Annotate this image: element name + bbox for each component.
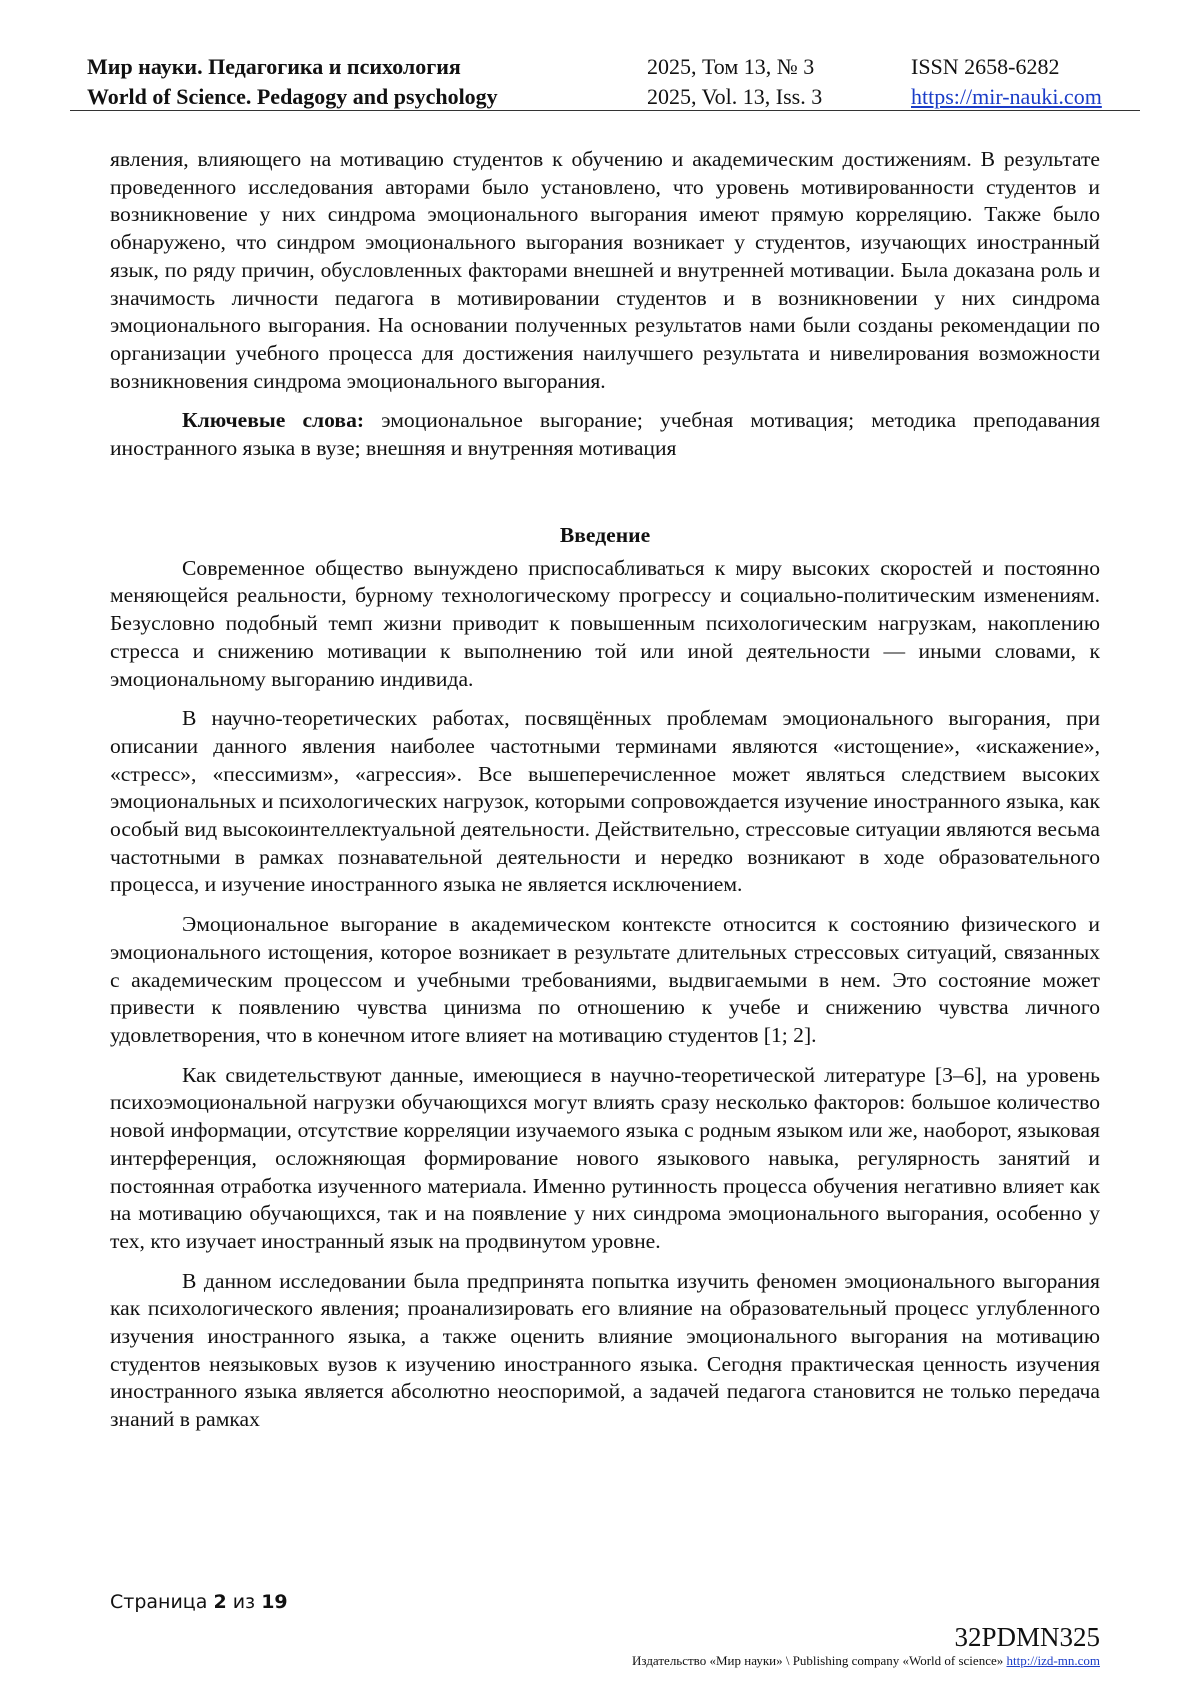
issue-info xyxy=(647,52,822,112)
abstract-continuation: явления, влияющего на мотивацию студентов к обучению и академическим достижениям. В результате проведенного исследования авторами было установлено, что уровень мотивированности студентов и возникновение у них синдрома эмоционального выгорания имеют прямую корреляцию. Также было обнаружено, что синдром эмоционального выгорания возникает у студентов, изучающих иностранный язык, по ряду причин, обусловленных факторами внешней и внутренней мотивации. Была доказана роль и значимость личности педагога в мотивировании студентов и в возникновении у них синдрома эмоционального выгорания. На основании полученных результатов нами были созданы рекомендации по организации учебного процесса для достижения наилучшего результата и нивелирования возможности возникновения синдрома эмоционального выгорания. xyxy=(110,147,1100,393)
journal-title-ru: Мир науки. Педагогика и психология xyxy=(87,54,461,79)
issue-en: 2025, Vol. 13, Iss. 3 xyxy=(647,84,823,109)
intro-paragraph-3: Эмоциональное выгорание в академическом контексте относится к состоянию физического и эмоционального истощения, которое возникает в результате длительных стрессовых ситуаций, связанных с академическим процессом и учебными требованиями, выдвигаемыми в нем. Это состояние может привести к появлению чувства цинизма по отношению к учебе и снижению чувства личного удовлетворения, что в конечном итоге влияет на мотивацию студентов [1; 2]. xyxy=(110,912,1100,1047)
running-header xyxy=(70,48,1140,111)
intro-paragraph-5: В данном исследовании была предпринята попытка изучить феномен эмоционального выгорания как психологического явления; проанализировать его влияние на образовательный процесс углубленного изучения иностранного языка, а также оценить влияние эмоционального выгорания на мотивацию студентов неязыковых вузов к изучению иностранного языка. Сегодня практическая ценность изучения иностранного языка является абсолютно неоспоримой, а задачей педагога становится не только передача знаний в рамках xyxy=(110,1268,1100,1432)
journal-url-link[interactable]: https://mir-nauki.com xyxy=(911,84,1102,109)
journal-title-en: World of Science. Pedagogy and psychology xyxy=(87,84,498,109)
publisher-url-link[interactable]: http://izd-mn.com xyxy=(1006,1653,1100,1668)
publisher-line xyxy=(632,1653,1100,1669)
issue-ru: 2025, Том 13, № 3 xyxy=(647,54,815,79)
section-heading-introduction: Введение xyxy=(559,522,651,547)
page-total: 19 xyxy=(261,1591,288,1613)
keywords-label: Ключевые слова: xyxy=(182,408,365,433)
intro-paragraph-4: Как свидетельствуют данные, имеющиеся в научно-теоретической литературе [3–6], на уровень психоэмоциональной нагрузки обучающихся могут влиять сразу несколько факторов: большое количество новой информации, отсутствие корреляции изучаемого языка с родным языком или же, наоборот, языковая интерференция, осложняющая формирование нового языкового навыка, регулярность занятий и постоянная отработка изученного материала. Именно рутинность процесса обучения негативно влияет как на мотивацию обучающихся, так и на появление у них синдрома эмоционального выгорания, особенно у тех, кто изучает иностранный язык на продвинутом уровне. xyxy=(110,1062,1100,1253)
page-number xyxy=(110,1590,288,1614)
intro-paragraph-1: Современное общество вынуждено приспосабливаться к миру высоких скоростей и постоянно меняющейся реальности, бурному технологическому прогрессу и социально-политическим изменениям. Безусловно подобный темп жизни приводит к повышенным психологическим нагрузкам, накоплению стресса и снижению мотивации к выполнению той или иной деятельности — иными словами, к эмоциональному выгоранию индивида. xyxy=(110,555,1100,691)
publisher-text: Издательство «Мир науки» \ Publishing company «World of science» xyxy=(632,1653,1007,1668)
keywords-text: эмоциональное выгорание; учебная мотивация; методика преподавания иностранного языка в вузе; внешняя и внутренняя мотивация xyxy=(110,408,1101,461)
intro-paragraph-2: В научно-теоретических работах, посвящённых проблемам эмоционального выгорания, при описании данного явления наиболее частотными терминами являются «истощение», «искажение», «стресс», «пессимизм», «агрессия». Все вышеперечисленное может являться следствием высоких эмоциональных и психологических нагрузок, которыми сопровождается изучение иностранного языка, как особый вид высокоинтеллектуальной деятельности. Действительно, стрессовые ситуации являются весьма частотными в рамках познавательной деятельности и нередко возникают в ходе образовательного процесса, и изучение иностранного языка не является исключением. xyxy=(110,706,1100,897)
page-content xyxy=(110,146,1100,1434)
page-separator: из xyxy=(226,1591,262,1613)
journal-title xyxy=(87,52,498,112)
keywords xyxy=(110,407,1100,462)
page-prefix: Страница xyxy=(110,1591,214,1613)
article-code: 32PDMN325 xyxy=(954,1622,1100,1652)
page-current: 2 xyxy=(213,1591,227,1613)
journal-meta xyxy=(911,52,1102,112)
issn: ISSN 2658-6282 xyxy=(911,54,1060,79)
